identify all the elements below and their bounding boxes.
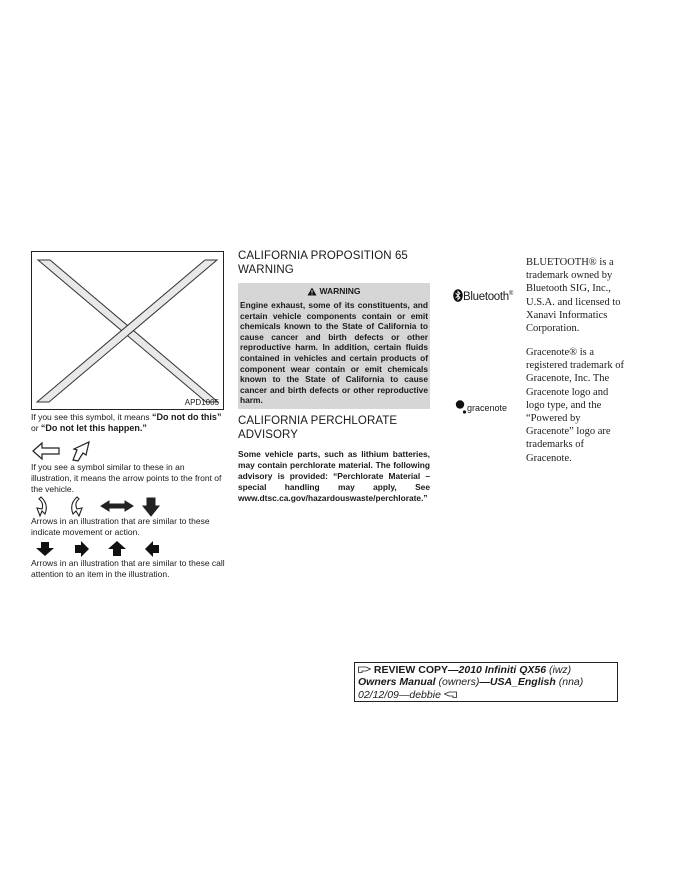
text-line: Gracenote® is a: [526, 347, 595, 358]
movement-arrows-row: [31, 494, 171, 516]
review-copy-footer: [354, 662, 618, 702]
curved-arrow-2-icon: [72, 497, 82, 516]
footer-line-3: [358, 689, 614, 701]
no-symbol-caption: [31, 412, 227, 434]
text-line: Gracenote logo and: [526, 386, 609, 398]
caption-bold: “Do not let this happen.”: [40, 423, 147, 433]
footer-line-1: [358, 664, 614, 676]
heading-line: ADVISORY: [238, 429, 299, 441]
down-arrow-icon: [143, 498, 159, 516]
footer-text: 02/12/09—debbie: [358, 688, 441, 701]
front-arrow-left-icon: [33, 443, 59, 459]
perchlorate-heading: [238, 414, 433, 442]
front-arrows-row: [31, 440, 101, 462]
text-line: BLUETOOTH® is a: [526, 257, 614, 268]
bluetooth-trademark-text: [526, 256, 646, 335]
footer-text: (owners): [435, 676, 480, 689]
attention-caption: Arrows in an illustration that are similar to these call attention to an item in the illustration.: [31, 558, 225, 579]
warning-box: [238, 283, 430, 409]
warning-text: Engine exhaust, some of its constituents, and certain vehicle components contain or emit chemicals known to the State of California to cause cancer and birth defects or other reproductive harm. In addition, certain fluids contained in vehicles and certain products of component wear contain or emit chemicals known to the State of California to cause cancer and birth defects or other reproductive harm.: [240, 300, 428, 406]
bluetooth-logo: [453, 289, 513, 303]
arrow-left-solid-icon: [145, 541, 159, 557]
gracenote-logo-text: gracenote: [467, 403, 508, 413]
text-line: Bluetooth SIG, Inc.,: [526, 283, 611, 295]
text-line: Gracenote, Inc. The: [526, 373, 610, 385]
arrow-up-solid-icon: [108, 541, 126, 556]
footer-text: Owners Manual: [358, 676, 436, 689]
warning-triangle-icon: [307, 287, 317, 296]
text-line: registered trademark of: [526, 360, 624, 372]
prop65-heading: [238, 249, 433, 277]
pointing-hand-right-icon: [358, 665, 371, 673]
text-line: U.S.A. and licensed to: [526, 296, 621, 308]
movement-caption: Arrows in an illustration that are similar to these indicate movement or action.: [31, 516, 210, 537]
text-line: Gracenote” logo are: [526, 426, 611, 438]
text-line: trademarks of: [526, 439, 585, 451]
warning-title: [240, 286, 428, 297]
heading-line: CALIFORNIA PROPOSITION 65: [238, 250, 408, 262]
text-line: Corporation.: [526, 323, 580, 335]
text-line: logo type, and the: [526, 399, 602, 411]
perchlorate-text: Some vehicle parts, such as lithium batteries, may contain perchlorate material. The following advisory is provided: “Perchlorate Material – special handling may apply, See www.dtsc.ca.gov/hazardouswaste/perchlorate.”: [238, 449, 430, 503]
arrow-right-solid-icon: [75, 541, 89, 557]
footer-line-2: [358, 676, 614, 688]
front-arrow-diagonal-icon: [73, 442, 89, 461]
caption-text: If you see this symbol, it means: [31, 412, 152, 422]
double-arrow-icon: [101, 501, 133, 511]
heading-line: CALIFORNIA PERCHLORATE: [238, 415, 398, 427]
footer-text: (nna): [555, 676, 584, 689]
gracenote-trademark-text: [526, 346, 646, 465]
footer-text: (iwz): [546, 664, 572, 676]
caption-text: or: [31, 423, 41, 433]
bluetooth-logo-text: Bluetooth: [463, 291, 509, 303]
text-line: Gracenote.: [526, 452, 572, 464]
figure-code: APD1005: [184, 398, 219, 407]
do-not-symbol-figure: [31, 251, 224, 410]
x-cross-icon: [32, 252, 223, 409]
text-line: “Powered by: [526, 413, 581, 425]
warning-title-text: WARNING: [319, 286, 361, 296]
gracenote-icon: [455, 400, 467, 414]
bluetooth-icon: [453, 289, 463, 302]
curved-arrow-icon: [37, 497, 46, 516]
bluetooth-registered-mark: ®: [508, 291, 514, 298]
front-arrow-caption: If you see a symbol similar to these in an illustration, it means the arrow points to the front of the vehicle.: [31, 462, 222, 494]
pointing-hand-left-icon: [444, 690, 457, 698]
footer-text: 2010 Infiniti QX56: [458, 664, 547, 676]
footer-text: —USA_English: [479, 676, 556, 689]
gracenote-logo: [455, 400, 507, 414]
arrow-down-solid-icon: [36, 542, 54, 556]
footer-text: REVIEW COPY—: [373, 664, 459, 676]
caption-bold: “Do not do this”: [151, 412, 222, 422]
heading-line: WARNING: [238, 264, 294, 276]
text-line: Xanavi Informatics: [526, 309, 608, 321]
text-line: trademark owned by: [526, 270, 613, 282]
